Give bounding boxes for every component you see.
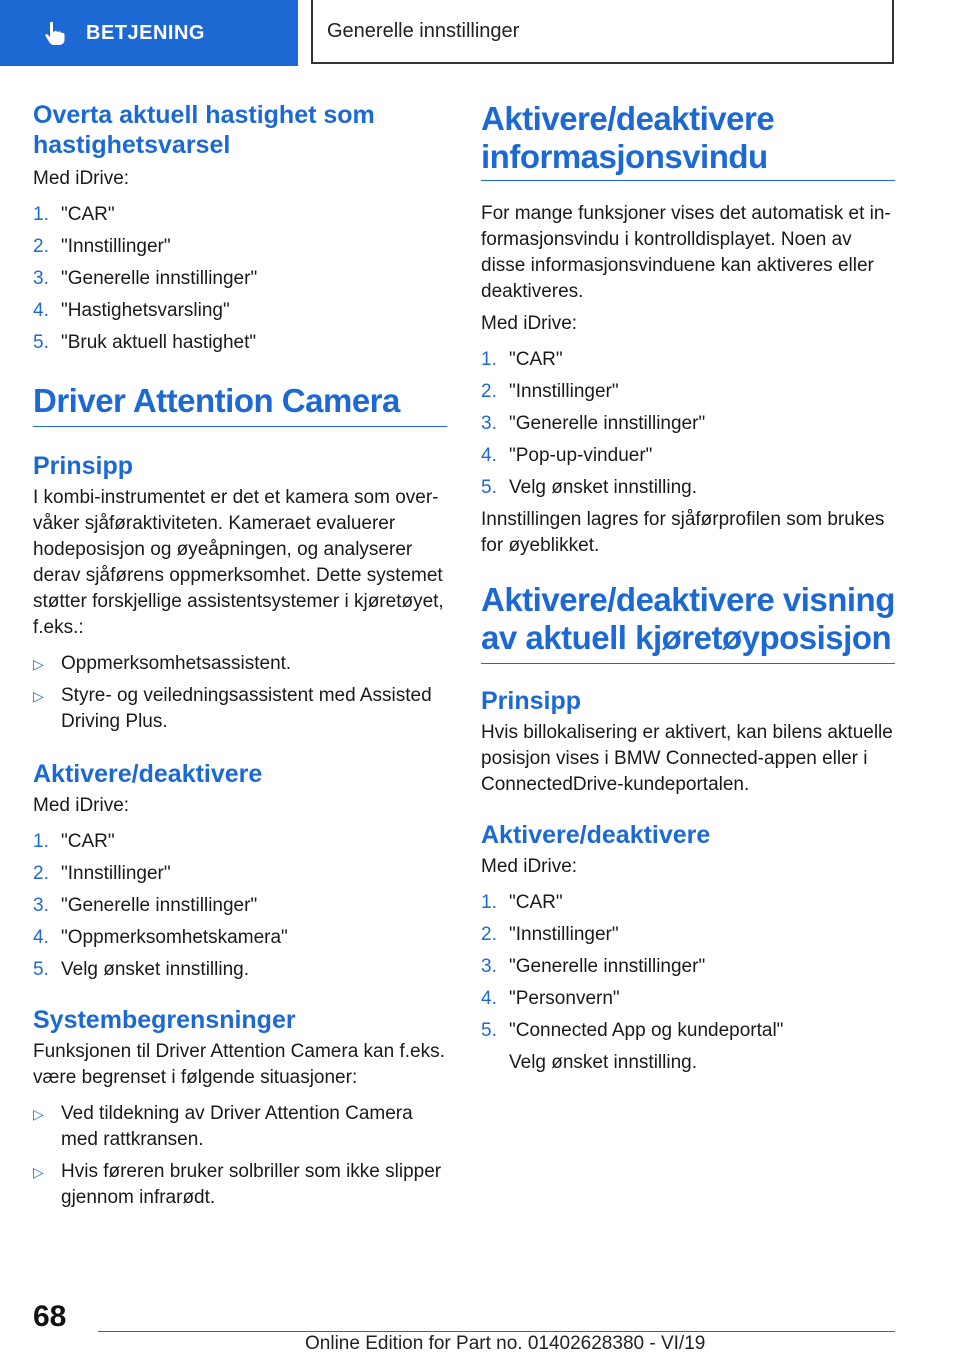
page-header [0,0,960,66]
list-item: 3. "Generelle innstillinger" [33,268,258,289]
list-item: 4. "Pop-up-vinduer" [481,445,653,466]
heading-info-window: Aktivere/deaktivere informasjonsvindu [481,100,895,181]
bullet-list [33,1101,447,1211]
page-number: 68 [33,1300,67,1333]
section-tab [0,0,298,66]
list-item: 4. "Hastighetsvarsling" [33,300,230,321]
heading-toggle: Aktivere/deaktivere [481,821,711,849]
list-item: ▷ Hvis føreren bruker solbriller som ikke slipper gjennom infrarødt. [33,1161,442,1208]
list-item: 4. "Personvern" [481,988,620,1009]
list-item: ▷ Styre- og veiledningsassistent med Assisted Driving Plus. [33,685,432,732]
subsection-tab [311,0,894,64]
list-item: 5. Velg ønsket innstilling. [481,477,697,498]
list-item: 5. Velg ønsket innstilling. [33,959,249,980]
list-item: 3. "Generelle innstillinger" [481,956,706,977]
list-item: 2. "Innstillinger" [481,924,619,945]
list-item: ▷ Ved tildekning av Driver Attention Camera med rattkransen. [33,1103,413,1150]
heading-principle: Prinsipp [33,452,134,480]
heading-take-speed: Overta aktuell hastighet som hastighetsvarsel [33,101,375,159]
hand-pointer-icon [42,20,68,46]
heading-toggle: Aktivere/deaktivere [33,760,263,788]
edition-text: Online Edition for Part no. 01402628380 - VI/19 [305,1333,706,1354]
list-item: 1. "CAR" [33,204,115,225]
intro-text: Med iDrive: [33,795,130,816]
intro-text: Med iDrive: [481,856,578,877]
list-item: 4. "Oppmerksomhetskamera" [33,927,288,948]
bullet-list [33,651,447,735]
list-item: 2. "Innstillinger" [33,863,171,884]
limits-text: Funksjonen til Driver Attention Camera kan f.eks. være begrenset i følgende situasjoner: [33,1041,445,1088]
list-item: 1. "CAR" [481,892,563,913]
list-item: 3. "Generelle innstillinger" [33,895,258,916]
intro-text: Med iDrive: [33,168,130,189]
list-item: 2. "Innstillinger" [481,381,619,402]
list-item: ▷ Oppmerksomhetsassistent. [33,653,292,674]
heading-vehicle-position: Aktivere/deaktivere visning av aktuell kjøretøyposisjon [481,581,895,664]
toggle-after-text: Velg ønsket innstilling. [509,1052,697,1073]
footer-divider [98,1331,895,1332]
steps-list [33,829,447,983]
subsection-label: Generelle innstillinger [327,19,520,42]
list-item: 5. "Connected App og kundeportal" [481,1020,784,1041]
left-column [33,100,447,1217]
info-after-text: Innstillingen lagres for sjåførprofilen som brukes for øyeblikket. [481,509,885,556]
info-text: For mange funksjoner vises det automatisk et informasjonsvindu i kontrolldisplayet. Noen av disse informasjonsvinduene kan aktiveres eller deaktiveres. [481,203,891,302]
heading-driver-attention-camera: Driver Attention Camera [33,382,447,427]
list-item: 1. "CAR" [481,349,563,370]
list-item: 1. "CAR" [33,831,115,852]
right-column [481,100,895,1076]
principle-text: I kombi-instrumentet er det et kamera som overvåker sjåføraktiviteten. Kameraet evaluerer hodeposisjon og øyeåpningen, og analyserer derav sjåførens oppmerksomhet. Dette systemet støtter forskjellige assistentsystemer i kjøretøyet, f.eks.: [33,487,444,638]
list-item: 2. "Innstillinger" [33,236,171,257]
list-item: 3. "Generelle innstillinger" [481,413,706,434]
heading-system-limits: Systembegrensninger [33,1006,296,1034]
steps-list [33,202,447,356]
steps-list [481,890,895,1044]
principle-text: Hvis billokalisering er aktivert, kan bilens aktuelle posisjon vises i BMW Connected-appen eller i ConnectedDrive-kundeportalen. [481,722,893,795]
heading-principle: Prinsipp [481,687,582,715]
steps-list [481,347,895,501]
section-label: BETJENING [86,21,205,44]
intro-text: Med iDrive: [481,313,578,334]
list-item: 5. "Bruk aktuell hastighet" [33,332,257,353]
